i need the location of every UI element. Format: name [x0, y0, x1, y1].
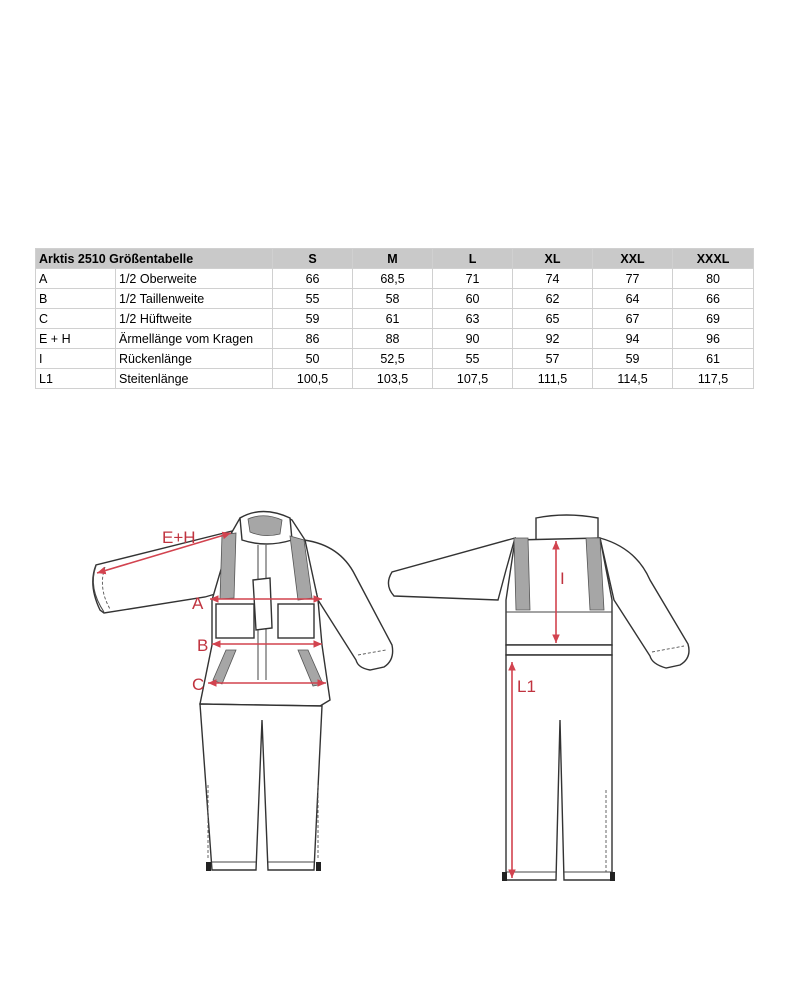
back-leg-zip-left — [502, 872, 507, 881]
size-value: 57 — [513, 349, 593, 369]
size-header: S — [273, 249, 353, 269]
size-value: 94 — [593, 329, 673, 349]
size-value: 65 — [513, 309, 593, 329]
size-value: 111,5 — [513, 369, 593, 389]
size-value: 62 — [513, 289, 593, 309]
measure-label: Rückenlänge — [116, 349, 273, 369]
size-value: 61 — [353, 309, 433, 329]
size-value: 60 — [433, 289, 513, 309]
size-value: 68,5 — [353, 269, 433, 289]
measure-label: 1/2 Taillenweite — [116, 289, 273, 309]
size-value: 55 — [273, 289, 353, 309]
leg-zip-left — [206, 862, 211, 871]
size-value: 100,5 — [273, 369, 353, 389]
size-value: 67 — [593, 309, 673, 329]
measure-code: C — [36, 309, 116, 329]
size-header: M — [353, 249, 433, 269]
measure-label: 1/2 Hüftweite — [116, 309, 273, 329]
reflective-stripe-left — [220, 533, 236, 599]
measure-code: I — [36, 349, 116, 369]
size-value: 88 — [353, 329, 433, 349]
size-value: 74 — [513, 269, 593, 289]
size-value: 55 — [433, 349, 513, 369]
size-value: 77 — [593, 269, 673, 289]
size-value: 107,5 — [433, 369, 513, 389]
label-eh: E+H — [162, 528, 196, 547]
size-header: XXXL — [673, 249, 754, 269]
chest-pocket-right — [278, 604, 314, 638]
back-coverall-drawing — [388, 515, 689, 881]
front-legs — [200, 704, 322, 870]
size-value: 59 — [273, 309, 353, 329]
label-a: A — [192, 594, 204, 613]
size-value: 50 — [273, 349, 353, 369]
size-value: 71 — [433, 269, 513, 289]
measure-label: Ärmellänge vom Kragen — [116, 329, 273, 349]
size-value: 59 — [593, 349, 673, 369]
size-value: 117,5 — [673, 369, 754, 389]
measure-code: A — [36, 269, 116, 289]
size-value: 69 — [673, 309, 754, 329]
size-value: 114,5 — [593, 369, 673, 389]
size-value: 103,5 — [353, 369, 433, 389]
size-value: 63 — [433, 309, 513, 329]
size-value: 86 — [273, 329, 353, 349]
back-left-sleeve — [388, 538, 515, 600]
size-value: 52,5 — [353, 349, 433, 369]
size-header: L — [433, 249, 513, 269]
back-right-sleeve — [600, 538, 689, 668]
size-value: 92 — [513, 329, 593, 349]
label-b: B — [197, 636, 209, 655]
measure-label: Steitenlänge — [116, 369, 273, 389]
size-value: 61 — [673, 349, 754, 369]
front-coverall-drawing — [93, 512, 393, 872]
size-value: 58 — [353, 289, 433, 309]
size-value: 96 — [673, 329, 754, 349]
measure-code: E + H — [36, 329, 116, 349]
back-leg-zip-right — [610, 872, 615, 881]
size-header: XL — [513, 249, 593, 269]
back-waistband — [506, 645, 612, 655]
measure-label: 1/2 Oberweite — [116, 269, 273, 289]
label-i: I — [560, 569, 565, 588]
measure-code: B — [36, 289, 116, 309]
table-title: Arktis 2510 Größentabelle — [36, 249, 273, 269]
size-value: 90 — [433, 329, 513, 349]
label-l1: L1 — [517, 677, 536, 696]
size-value: 66 — [273, 269, 353, 289]
size-header: XXL — [593, 249, 673, 269]
size-value: 64 — [593, 289, 673, 309]
size-value: 80 — [673, 269, 754, 289]
size-value: 66 — [673, 289, 754, 309]
chest-pocket-left — [216, 604, 254, 638]
leg-zip-right — [316, 862, 321, 871]
back-reflective-left — [514, 538, 530, 610]
collar-inner — [248, 516, 282, 536]
measure-code: L1 — [36, 369, 116, 389]
label-c: C — [192, 675, 205, 694]
front-flap — [253, 578, 272, 630]
